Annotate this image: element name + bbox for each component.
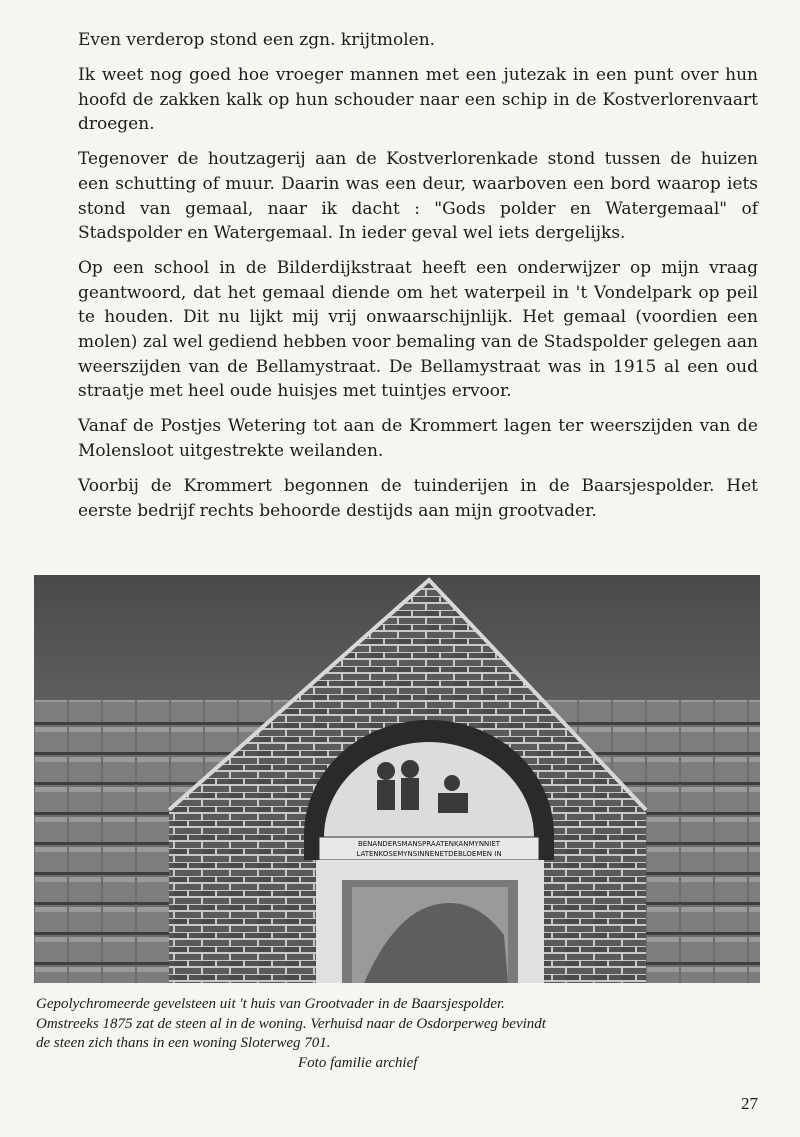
- photo-credit: Foto familie archief: [298, 1054, 418, 1071]
- caption-text: Gepolychromeerde gevelsteen uit 't huis van Grootvader in de Baarsjespolder. Omstreeks 1875 zat de steen al in de woning. Verhuisd naar de Osdorperweg bevindt de steen zich thans in een woning Sloterweg 701.: [36, 996, 546, 1051]
- paragraph: Vanaf de Postjes Wetering tot aan de Krommert lagen ter weerszijden van de Molensloot uitgestrekte weilanden.: [78, 416, 758, 461]
- gable-photo: [34, 575, 760, 983]
- photo-caption: [36, 995, 556, 1073]
- paragraph: Tegenover de houtzagerij aan de Kostverlorenkade stond tussen de huizen een schutting of muur. Daarin was een deur, waarboven een bord waarop iets stond van gemaal, naar ik dacht : "Gods polder en Watergemaal" of Stadspolder en Watergemaal. In ieder geval wel iets dergelijks.: [78, 149, 758, 244]
- paragraph: Even verderop stond een zgn. krijtmolen.: [78, 30, 436, 50]
- body-text: [78, 28, 758, 534]
- paragraph: Op een school in de Bilderdijkstraat heeft een onderwijzer op mijn vraag geantwoord, dat het gemaal diende om het waterpeil in 't Vondelpark op peil te houden. Dit nu lijkt mij vrij onwaarschijnlijk. Het gemaal (voordien een molen) zal wel gediend hebben voor bemaling van de Stadspolder gelegen aan weerszijden van de Bellamystraat. De Bellamystraat was in 1915 al een oud straatje met heel oude huisjes met tuintjes ervoor.: [78, 258, 758, 402]
- plaque-text-1: BENANDERSMANSPRAATENKANMYNNIET: [357, 840, 501, 848]
- paragraph: Voorbij de Krommert begonnen de tuinderijen in de Baarsjespolder. Het eerste bedrijf rechts behoorde destijds aan mijn grootvader.: [78, 476, 758, 521]
- page-number: 27: [741, 1094, 758, 1113]
- paragraph: Ik weet nog goed hoe vroeger mannen met een jutezak in een punt over hun hoofd de zakken kalk op hun schouder naar een schip in de Kostverlorenvaart droegen.: [78, 65, 758, 135]
- plaque-text-2: LATENKOSEMYNSINNENETDEBLOEMEN IN: [356, 850, 502, 858]
